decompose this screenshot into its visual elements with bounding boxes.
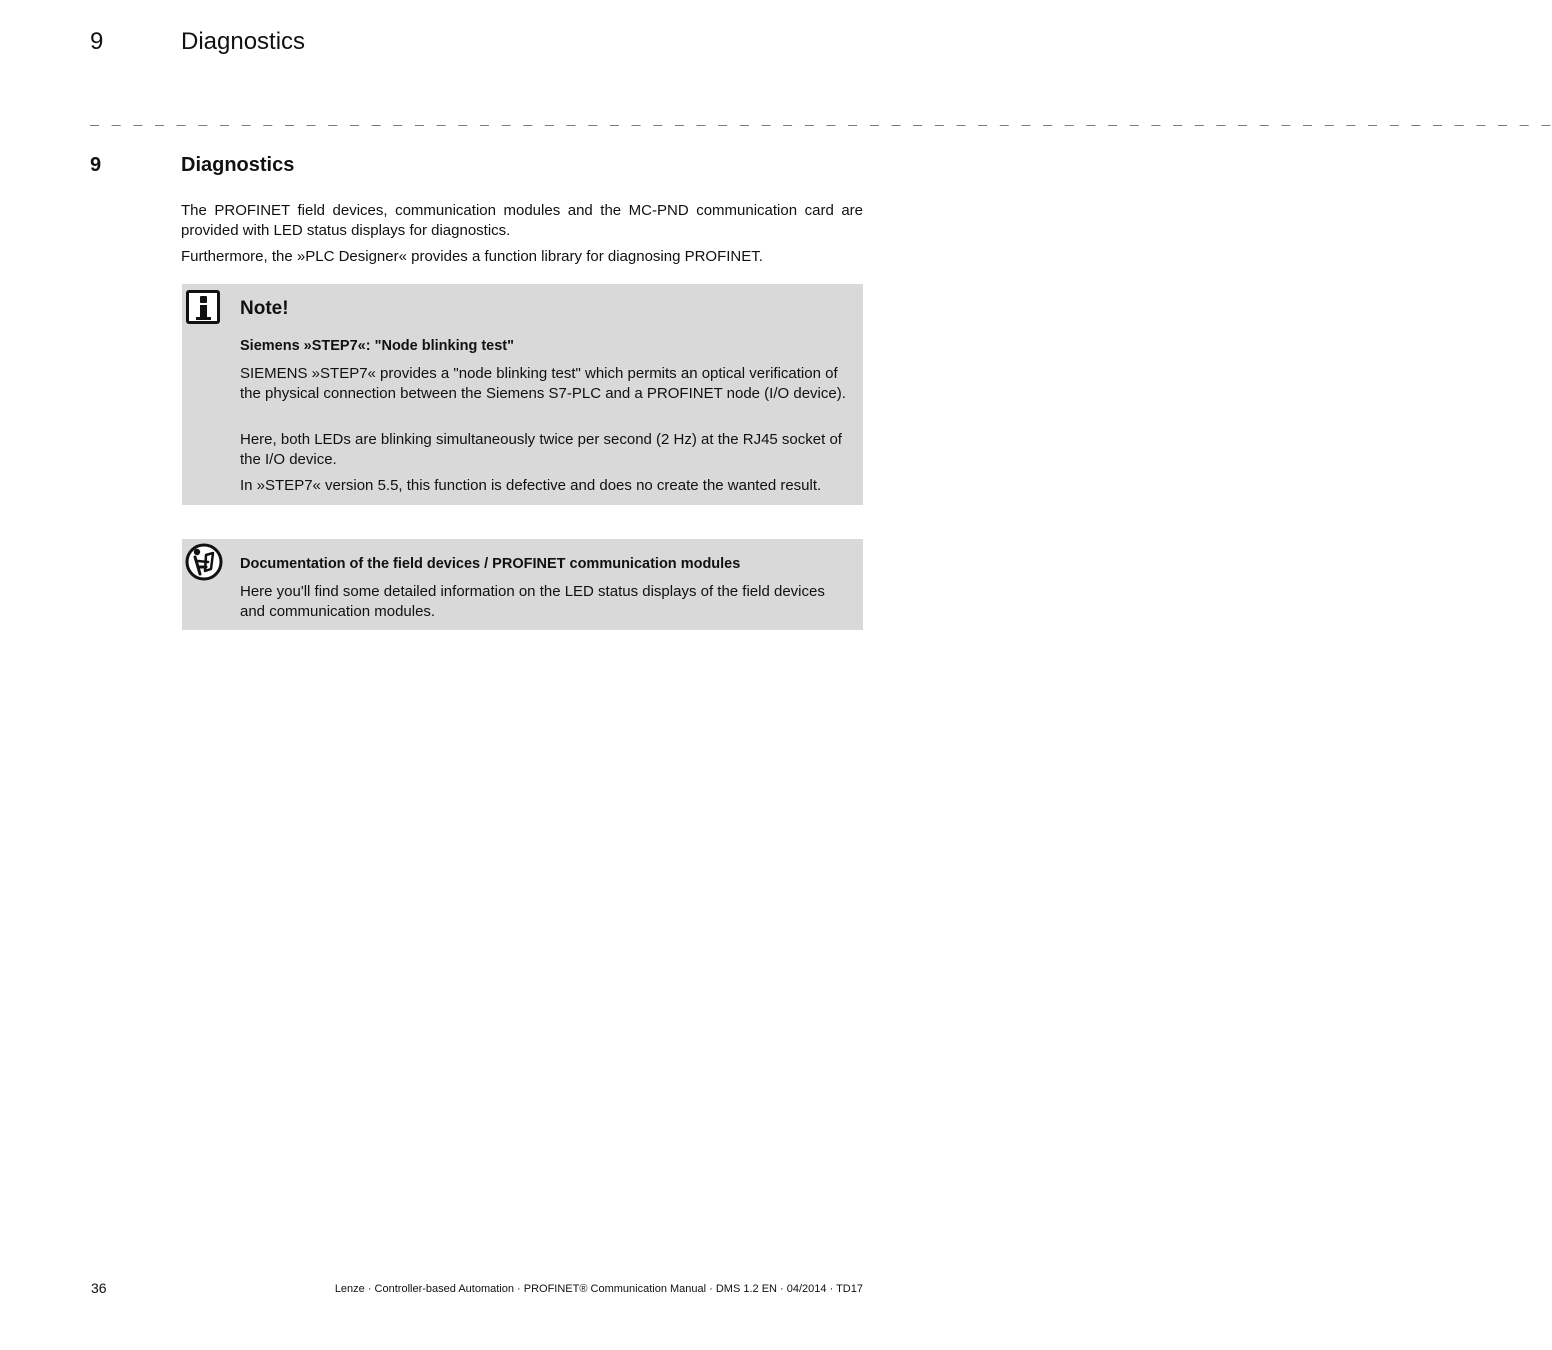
tip-box	[182, 539, 863, 630]
reader-icon	[184, 542, 224, 582]
intro-paragraph-2: Furthermore, the »PLC Designer« provides a function library for diagnosing PROFINET.	[181, 248, 763, 265]
tip-title: Documentation of the field devices / PROFINET communication modules	[240, 556, 741, 572]
page-number: 36	[91, 1280, 107, 1296]
note-paragraph-1: SIEMENS »STEP7« provides a "node blinking test" which permits an optical verification of the physical connection between the Siemens S7-PLC and a PROFINET node (I/O device).	[240, 365, 846, 402]
footer-text: Lenze · Controller-based Automation · PROFINET® Communication Manual · DMS 1.2 EN · 04/2014 · TD17	[334, 1283, 863, 1295]
note-title: Note!	[240, 298, 289, 319]
info-icon	[186, 290, 220, 324]
running-header-chapter-number: 9	[90, 28, 104, 55]
section-title: Diagnostics	[181, 154, 295, 176]
intro-paragraph-1: The PROFINET field devices, communication modules and the MC-PND communication card are provided with LED status displays for diagnostics.	[181, 202, 863, 239]
section-number: 9	[90, 154, 102, 176]
note-paragraph-3: In »STEP7« version 5.5, this function is defective and does no create the wanted result.	[240, 477, 822, 494]
running-header-chapter-title: Diagnostics	[181, 28, 306, 55]
note-paragraph-2: Here, both LEDs are blinking simultaneously twice per second (2 Hz) at the RJ45 socket of the I/O device.	[240, 431, 842, 468]
header-divider: _ _ _ _ _ _ _ _ _ _ _ _ _ _ _ _ _ _ _ _ _ _ _ _ _ _ _ _ _ _ _ _ _ _ _ _ _ _ _ _ _ _ _ _ _ _ _ _ _ _ _ _ _ _ _ _ _ _ _ _ _ _ _ _ _ _ _ _	[90, 108, 1552, 126]
note-box	[182, 284, 863, 505]
note-subtitle: Siemens »STEP7«: "Node blinking test"	[240, 338, 515, 354]
tip-text: Here you'll find some detailed information on the LED status displays of the field devices and communication modules.	[240, 583, 825, 620]
